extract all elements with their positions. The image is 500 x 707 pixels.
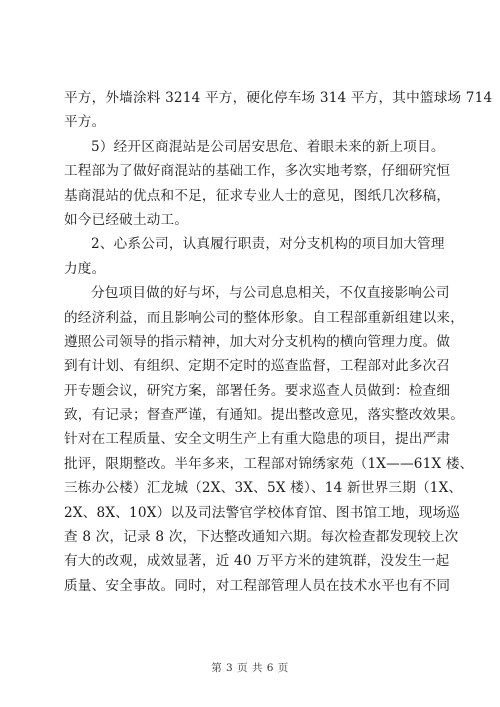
text-line: 分包项目做的好与坏，与公司息息相关，不仅直接影响公司 [91,285,450,302]
text-line: 工程部为了做好商混站的基础工作，多次实地考察，仔细研究恒 [64,163,451,180]
text-line: 力度。 [64,260,106,277]
text-line: 有大的改观，成效显著，近 40 万平方米的建筑群，没发生一起 [64,553,450,570]
text-line: 开专题会议，研究方案，部署任务。要求巡查人员做到：检查细 [64,382,451,399]
text-line: 查 8 次，记录 8 次，下达整改通知六期。每次检查都发现较上次 [64,529,459,546]
text-line: 到有计划、有组织、定期不定时的巡查监督，工程部对此多次召 [64,358,451,375]
page-footer: 第 3 页 共 6 页 [211,662,289,674]
body-text [64,86,493,598]
text-line: 批评，限期整改。半年多来，工程部对锦绣家苑（1X——61X 楼、 [64,455,474,472]
text-line: 5）经开区商混站是公司居安思危、着眼未来的新上项目。 [91,138,445,155]
text-line: 遵照公司领导的指示精神，加大对分支机构的横向管理力度。做 [64,333,451,350]
text-line: 平方，外墙涂料 3214 平方，硬化停车场 314 平方，其中篮球场 714 [64,90,493,106]
text-line: 如今已经破土动工。 [64,211,189,228]
text-line: 平方。 [64,114,106,131]
text-line: 基商混站的优点和不足，征求专业人士的意见，图纸几次移稿， [64,187,451,204]
text-line: 2、心系公司，认真履行职责，对分支机构的项目加大管理 [91,236,445,253]
text-line: 致，有记录；督查严谨，有通知。提出整改意见，落实整改效果。 [64,407,465,424]
text-line: 质量、安全事故。同时，对工程部管理人员在技术水平也有不同 [64,577,451,594]
text-line: 三栋办公楼）汇龙城（2X、3X、5X 楼）、14 新世界三期（1X、 [64,480,463,497]
text-line: 2X、8X、10X）以及司法警官学校体育馆、图书馆工地，现场巡 [64,504,461,521]
text-line: 的经济利益，而且影响公司的整体形象。自工程部重新组建以来， [64,309,465,326]
text-line: 针对在工程质量、安全文明生产上有重大隐患的项目，提出严肃 [64,431,451,448]
